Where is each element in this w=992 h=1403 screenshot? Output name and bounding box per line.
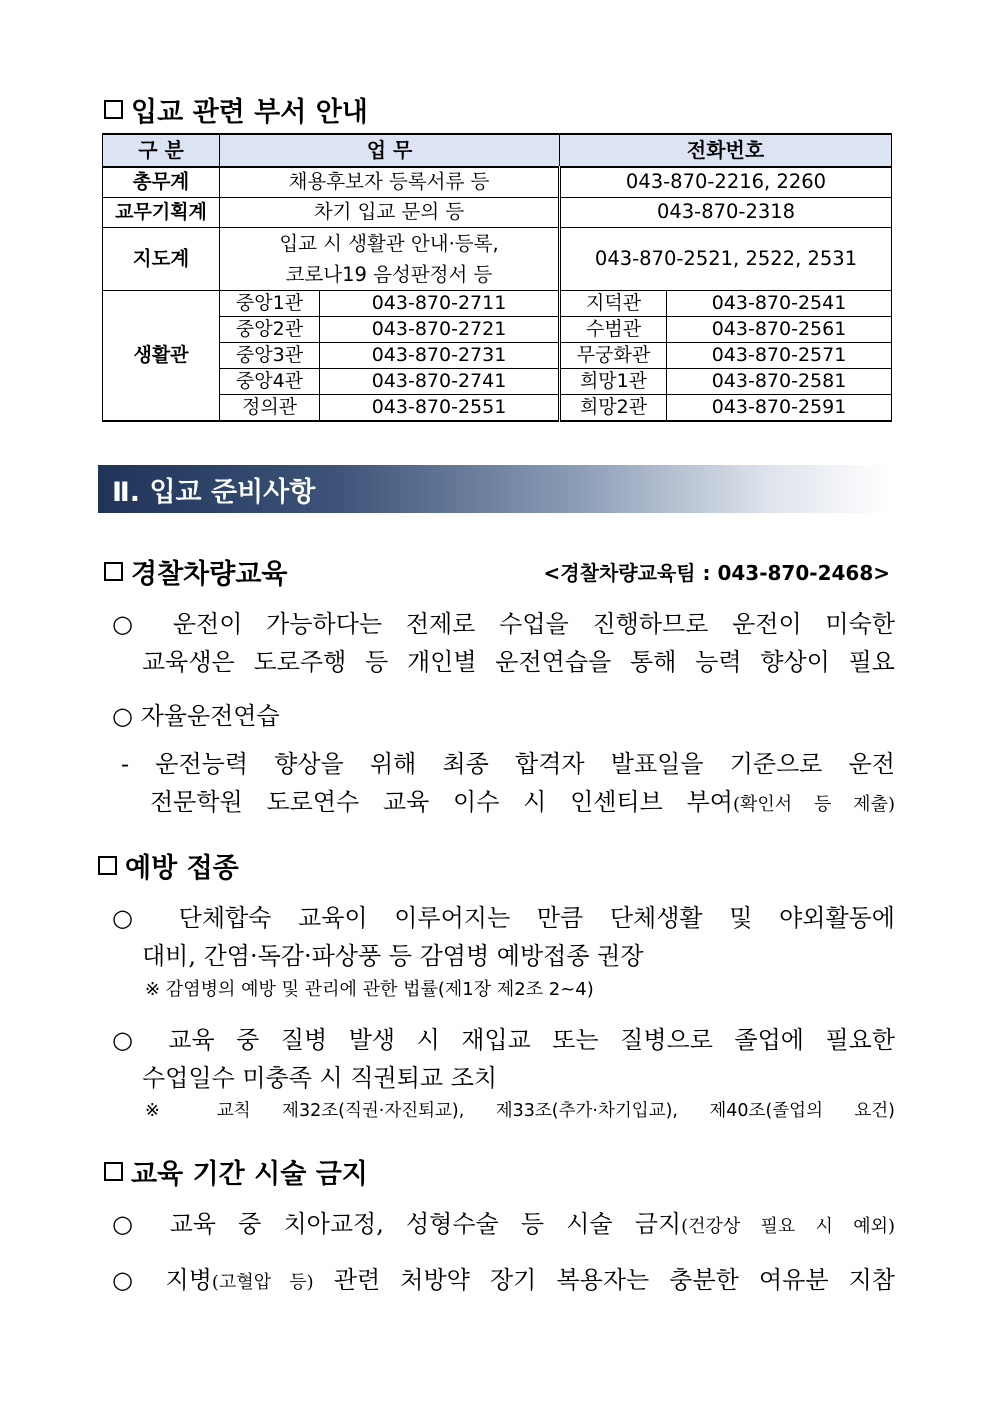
dorm-row — [103, 291, 892, 317]
checkbox-square-icon — [98, 856, 117, 875]
bullet-text-post: 관련 처방약 장기 복용자는 충분한 여유분 지참 — [313, 1266, 895, 1294]
section-title: 경찰차량교육 — [131, 559, 288, 590]
dorm-name: 희망1관 — [560, 369, 667, 395]
section-title: 교육 기간 시술 금지 — [131, 1159, 368, 1190]
department-table — [102, 133, 892, 422]
dorm-row — [103, 317, 892, 343]
header-category: 구 분 — [103, 134, 220, 167]
banner-title: Ⅱ. 입교 준비사항 — [112, 476, 316, 508]
dorm-category: 생활관 — [103, 291, 220, 422]
dorm-name: 지덕관 — [560, 291, 667, 317]
row-phone: 043-870-2318 — [560, 198, 892, 228]
table-header-row — [103, 134, 892, 167]
dorm-name: 무궁화관 — [560, 343, 667, 369]
contact-info: <경찰차량교육팀 : 043-870-2468> — [543, 561, 890, 585]
row-category: 지도계 — [103, 228, 220, 291]
bullet-text: ○ 운전이 가능하다는 전제로 수업을 진행하므로 운전이 미숙한 — [112, 610, 895, 638]
dorm-phone: 043-870-2561 — [667, 317, 892, 343]
dorm-phone: 043-870-2541 — [667, 291, 892, 317]
section-heading-vaccination — [98, 846, 239, 885]
dorm-phone: 043-870-2581 — [667, 369, 892, 395]
dorm-row — [103, 343, 892, 369]
section-banner — [98, 465, 890, 513]
row-task-line: 코로나19 음성판정서 등 — [285, 263, 493, 286]
dash-text: - 운전능력 향상을 위해 최종 합격자 발표일을 기준으로 운전 — [121, 750, 895, 778]
section-heading-departments — [104, 90, 368, 129]
bullet-text-paren: (건강상 필요 시 예외) — [681, 1216, 895, 1237]
dash-text-main: 전문학원 도로연수 교육 이수 시 인센티브 부여 — [150, 788, 733, 816]
dorm-name: 중앙2관 — [220, 317, 320, 343]
dorm-phone: 043-870-2711 — [320, 291, 560, 317]
dorm-row — [103, 369, 892, 395]
dorm-name: 중앙1관 — [220, 291, 320, 317]
bullet-text-main: ○ 교육 중 치아교정, 성형수술 등 시술 금지 — [112, 1210, 682, 1238]
row-task — [220, 228, 560, 291]
dorm-phone: 043-870-2551 — [320, 395, 560, 422]
dorm-phone: 043-870-2721 — [320, 317, 560, 343]
dorm-name: 수범관 — [560, 317, 667, 343]
table-row — [103, 167, 892, 198]
bullet-text: 대비, 간염·독감·파상풍 등 감염병 예방접종 권장 — [142, 942, 644, 970]
row-phone: 043-870-2216, 2260 — [560, 167, 892, 198]
bullet-text-pre: ○ 지병 — [112, 1266, 212, 1294]
row-task-line: 입교 시 생활관 안내·등록, — [279, 232, 499, 255]
section-heading-procedure-ban — [104, 1152, 368, 1191]
note-text: ※ 감염병의 예방 및 관리에 관한 법률(제1장 제2조 2~4) — [145, 979, 594, 1000]
bullet-text: 교육생은 도로주행 등 개인별 운전연습을 통해 능력 향상이 필요 — [142, 648, 895, 676]
bullet-text: ○ 단체합숙 교육이 이루어지는 만큼 단체생활 및 야외활동에 — [112, 904, 895, 932]
row-category: 교무기획계 — [103, 198, 220, 228]
checkbox-square-icon — [104, 562, 123, 581]
note-text: ※ 교칙 제32조(직권·자진퇴교), 제33조(추가·차기입교), 제40조(졸업의 요건) — [145, 1101, 895, 1121]
section-title: 예방 접종 — [125, 853, 239, 884]
dorm-name: 중앙3관 — [220, 343, 320, 369]
dorm-phone: 043-870-2571 — [667, 343, 892, 369]
bullet-text: ○ 자율운전연습 — [112, 702, 280, 730]
dorm-phone: 043-870-2741 — [320, 369, 560, 395]
dorm-name: 중앙4관 — [220, 369, 320, 395]
dash-text — [150, 782, 895, 817]
header-phone: 전화번호 — [560, 134, 892, 167]
header-task: 업 무 — [220, 134, 560, 167]
dorm-phone: 043-870-2731 — [320, 343, 560, 369]
dorm-name: 정의관 — [220, 395, 320, 422]
section-title: 입교 관련 부서 안내 — [131, 97, 368, 128]
table-row — [103, 198, 892, 228]
dorm-row — [103, 395, 892, 422]
row-phone: 043-870-2521, 2522, 2531 — [560, 228, 892, 291]
bullet-text-paren: (고혈압 등) — [211, 1272, 314, 1293]
checkbox-square-icon — [104, 1162, 123, 1181]
checkbox-square-icon — [104, 100, 123, 119]
table-row — [103, 228, 892, 291]
dorm-phone: 043-870-2591 — [667, 395, 892, 422]
bullet-text: ○ 교육 중 질병 발생 시 재입교 또는 질병으로 졸업에 필요한 — [112, 1026, 895, 1054]
bullet-text — [112, 1204, 895, 1239]
row-task: 차기 입교 문의 등 — [220, 198, 560, 228]
bullet-text — [112, 1260, 895, 1295]
bullet-text: 수업일수 미충족 시 직권퇴교 조치 — [142, 1064, 498, 1092]
dorm-name: 희망2관 — [560, 395, 667, 422]
row-task: 채용후보자 등록서류 등 — [220, 167, 560, 198]
dash-text-paren: (확인서 등 제출) — [732, 794, 895, 815]
section-heading-police-training — [104, 552, 288, 591]
row-category: 총무계 — [103, 167, 220, 198]
